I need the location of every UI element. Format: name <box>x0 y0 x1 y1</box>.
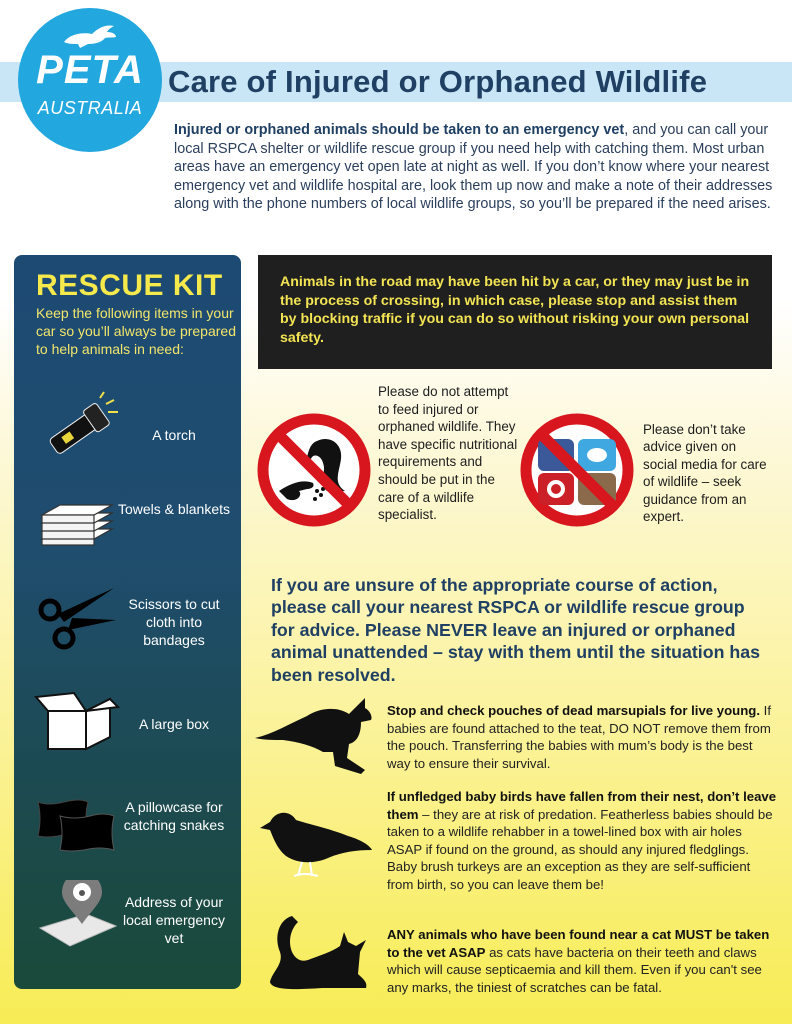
cat-icon <box>262 912 372 992</box>
intro-paragraph <box>174 121 784 214</box>
logo-country-text: AUSTRALIA <box>37 98 143 118</box>
scissors-icon <box>34 580 120 650</box>
intro-rest: , and you can call your local RSPCA shelter or wildlife rescue group if you need help with catching them. Most urban areas have an emergency vet open late at night as well. If you don’t know where your nearest emergency vet and wildlife hospital are, look them up now and make a note of their addresses along with the phone numbers of local wildlife groups, so you’ll be prepared if the need arises. <box>174 122 773 213</box>
road-warning-box <box>258 255 772 369</box>
box-icon <box>34 683 120 753</box>
no-social-media-text: Please don’t take advice given on social media for care of wildlife – seek guidance from an expert. <box>643 422 767 525</box>
rescue-kit-title: RESCUE KIT <box>36 269 223 302</box>
tip-baby-birds <box>387 788 779 894</box>
tip-baby-birds-rest: – they are at risk of predation. Featherless babies should be taken to a wildlife rehabber in a towel-lined box with air holes ASAP if found on the ground, as should any injured fledglings. Baby brush turkeys are an exception as they are self-sufficient from birth, so you can leave them be! <box>387 806 773 892</box>
rescue-kit-subtitle: Keep the following items in your car so you’ll always be prepared to help animals in need: <box>36 305 236 357</box>
tip-cats <box>387 926 779 996</box>
tip-marsupials <box>387 702 779 772</box>
no-feeding-text: Please do not attempt to feed injured or orphaned wildlife. They have specific nutritional requirements and should be put in the care of a wildlife specialist. <box>378 384 518 523</box>
kit-item-towels: Towels & blankets <box>117 501 231 517</box>
peta-logo[interactable] <box>18 8 162 152</box>
kit-item-vet-address: Address of your local emergency vet <box>123 894 225 946</box>
pillowcase-icon <box>34 790 120 860</box>
map-pin-icon <box>34 880 120 950</box>
kit-item-scissors: Scissors to cut cloth into bandages <box>128 596 220 648</box>
page-title: Care of Injured or Orphaned Wildlife <box>168 64 708 99</box>
tip-baby-birds-bold: If unfledged baby birds have fallen from their nest, don’t leave them <box>387 789 777 822</box>
rescue-kit-panel <box>14 255 241 989</box>
bird-icon <box>258 802 374 884</box>
rabbit-icon <box>60 22 120 50</box>
kangaroo-icon <box>253 694 379 778</box>
road-warning-text: Animals in the road may have been hit by a car, or they may just be in the process of crossing, in which case, please stop and assist them by blocking traffic if you can do so without risking your own personal safety. <box>280 274 750 346</box>
kit-item-box: A large box <box>138 716 210 732</box>
unsure-callout: If you are unsure of the appropriate course of action, please call your nearest RSPCA or wildlife rescue group for advice. Please NEVER leave an injured or orphaned animal unattended – stay with them until the situation has been resolved. <box>271 575 761 685</box>
kit-item-torch: A torch <box>152 427 196 443</box>
logo-peta-text: PETA <box>36 48 144 92</box>
tip-marsupials-bold: Stop and check pouches of dead marsupials for live young. <box>387 703 760 718</box>
no-social-media-icon <box>520 413 634 527</box>
towels-icon <box>34 487 120 557</box>
tip-cats-bold: ANY animals who have been found near a cat MUST be taken to the vet ASAP <box>387 927 770 960</box>
intro-bold: Injured or orphaned animals should be taken to an emergency vet <box>174 122 625 138</box>
tip-marsupials-rest: If babies are found attached to the teat, DO NOT remove them from the pouch. Transferring the babies with mum’s body is the best way to ensure their survival. <box>387 703 771 771</box>
torch-icon <box>34 390 120 460</box>
kit-item-pillowcase: A pillowcase for catching snakes <box>123 799 225 833</box>
no-feeding-icon <box>257 413 371 527</box>
tip-cats-rest: as cats have bacteria on their teeth and claws which will cause septicaemia and kill them. Even if you can't see any marks, the tiniest of scratches can be fatal. <box>387 944 762 995</box>
